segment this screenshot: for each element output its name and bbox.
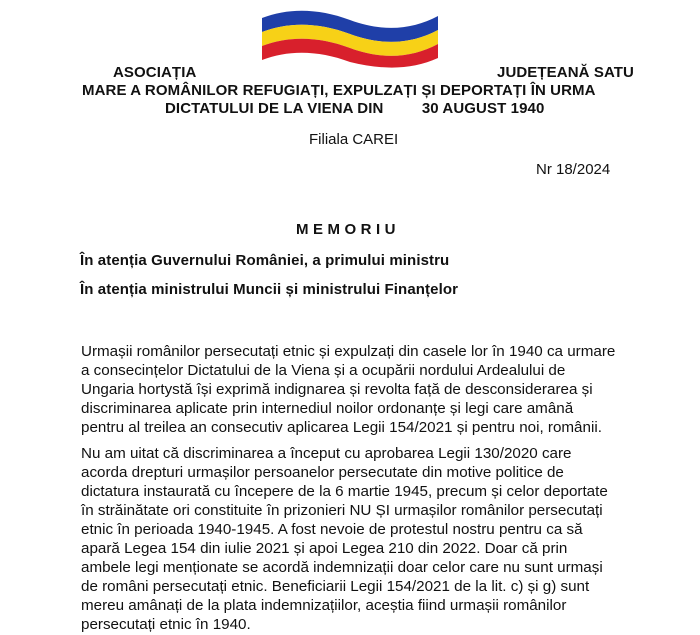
paragraph-line: Ungaria hortystă își exprimă indignarea și revolta față de desconsiderarea și bbox=[81, 381, 593, 398]
paragraph-line: a consecințelor Dictatului de la Viena și a ocupării nordului Ardealului de bbox=[81, 362, 566, 379]
paragraph-1 bbox=[81, 342, 615, 437]
paragraph-2 bbox=[81, 444, 608, 634]
org-name-left: ASOCIAȚIA bbox=[113, 64, 197, 81]
paragraph-line: discriminarea aplicate prin internediul noilor ordonanțe și legi care amână bbox=[81, 400, 574, 417]
paragraph-line: pentru al treilea an consecutiv aplicarea Legii 154/2021 și pentru noi, românii. bbox=[81, 419, 602, 436]
paragraph-line: persecutați etnic în 1940. bbox=[81, 616, 251, 633]
addressee-government: În atenția Guvernului României, a primului ministru bbox=[80, 252, 450, 269]
paragraph-line: acorda drepturi urmașilor persoanelor persecutate din motive politice de bbox=[81, 464, 564, 481]
branch-name: Filiala CAREI bbox=[309, 131, 399, 148]
paragraph-line: ambele legi menționate se acordă indemnizații doar celor care nu sunt urmași bbox=[81, 559, 603, 576]
org-name-line2: MARE A ROMÂNILOR REFUGIAȚI, EXPULZAȚI ȘI DEPORTAȚI ÎN URMA bbox=[82, 82, 596, 99]
org-name-right: JUDEȚEANĂ SATU bbox=[497, 64, 634, 81]
paragraph-line: etnic în perioada 1940-1945. A fost nevoie de protestul nostru pentru ca să bbox=[81, 521, 583, 538]
paragraph-line: de români persecutați etnic. Beneficiarii Legii 154/2021 de la lit. c) și g) sunt bbox=[81, 578, 590, 595]
addressee-ministers: În atenția ministrului Muncii și ministrului Finanțelor bbox=[80, 281, 459, 298]
paragraph-line: mereu amânați de la plata indemnizațiilor, aceștia fiind urmașii românilor bbox=[81, 597, 567, 614]
paragraph-line: Urmașii românilor persecutați etnic și expulzați din casele lor în 1940 ca urmare bbox=[81, 343, 616, 360]
document-number: Nr 18/2024 bbox=[536, 161, 611, 178]
paragraph-line: în străinătate ori constituite în prizonieri NU ȘI urmașilor românilor persecutați bbox=[81, 502, 603, 519]
paragraph-line: Nu am uitat că discriminarea a început cu aprobarea Legii 130/2020 care bbox=[81, 445, 572, 462]
document-title: MEMORIU bbox=[296, 221, 400, 238]
org-name-line3: DICTATULUI DE LA VIENA DIN 30 AUGUST 1940 bbox=[165, 100, 545, 117]
paragraph-line: dictatura instaurată cu începere de la 6 martie 1945, precum și celor deportate bbox=[81, 483, 608, 500]
romanian-flag-ribbon-icon bbox=[258, 4, 442, 70]
paragraph-line: apară Legea 154 din iulie 2021 și apoi Legea 210 din 2022. Doar că prin bbox=[81, 540, 568, 557]
